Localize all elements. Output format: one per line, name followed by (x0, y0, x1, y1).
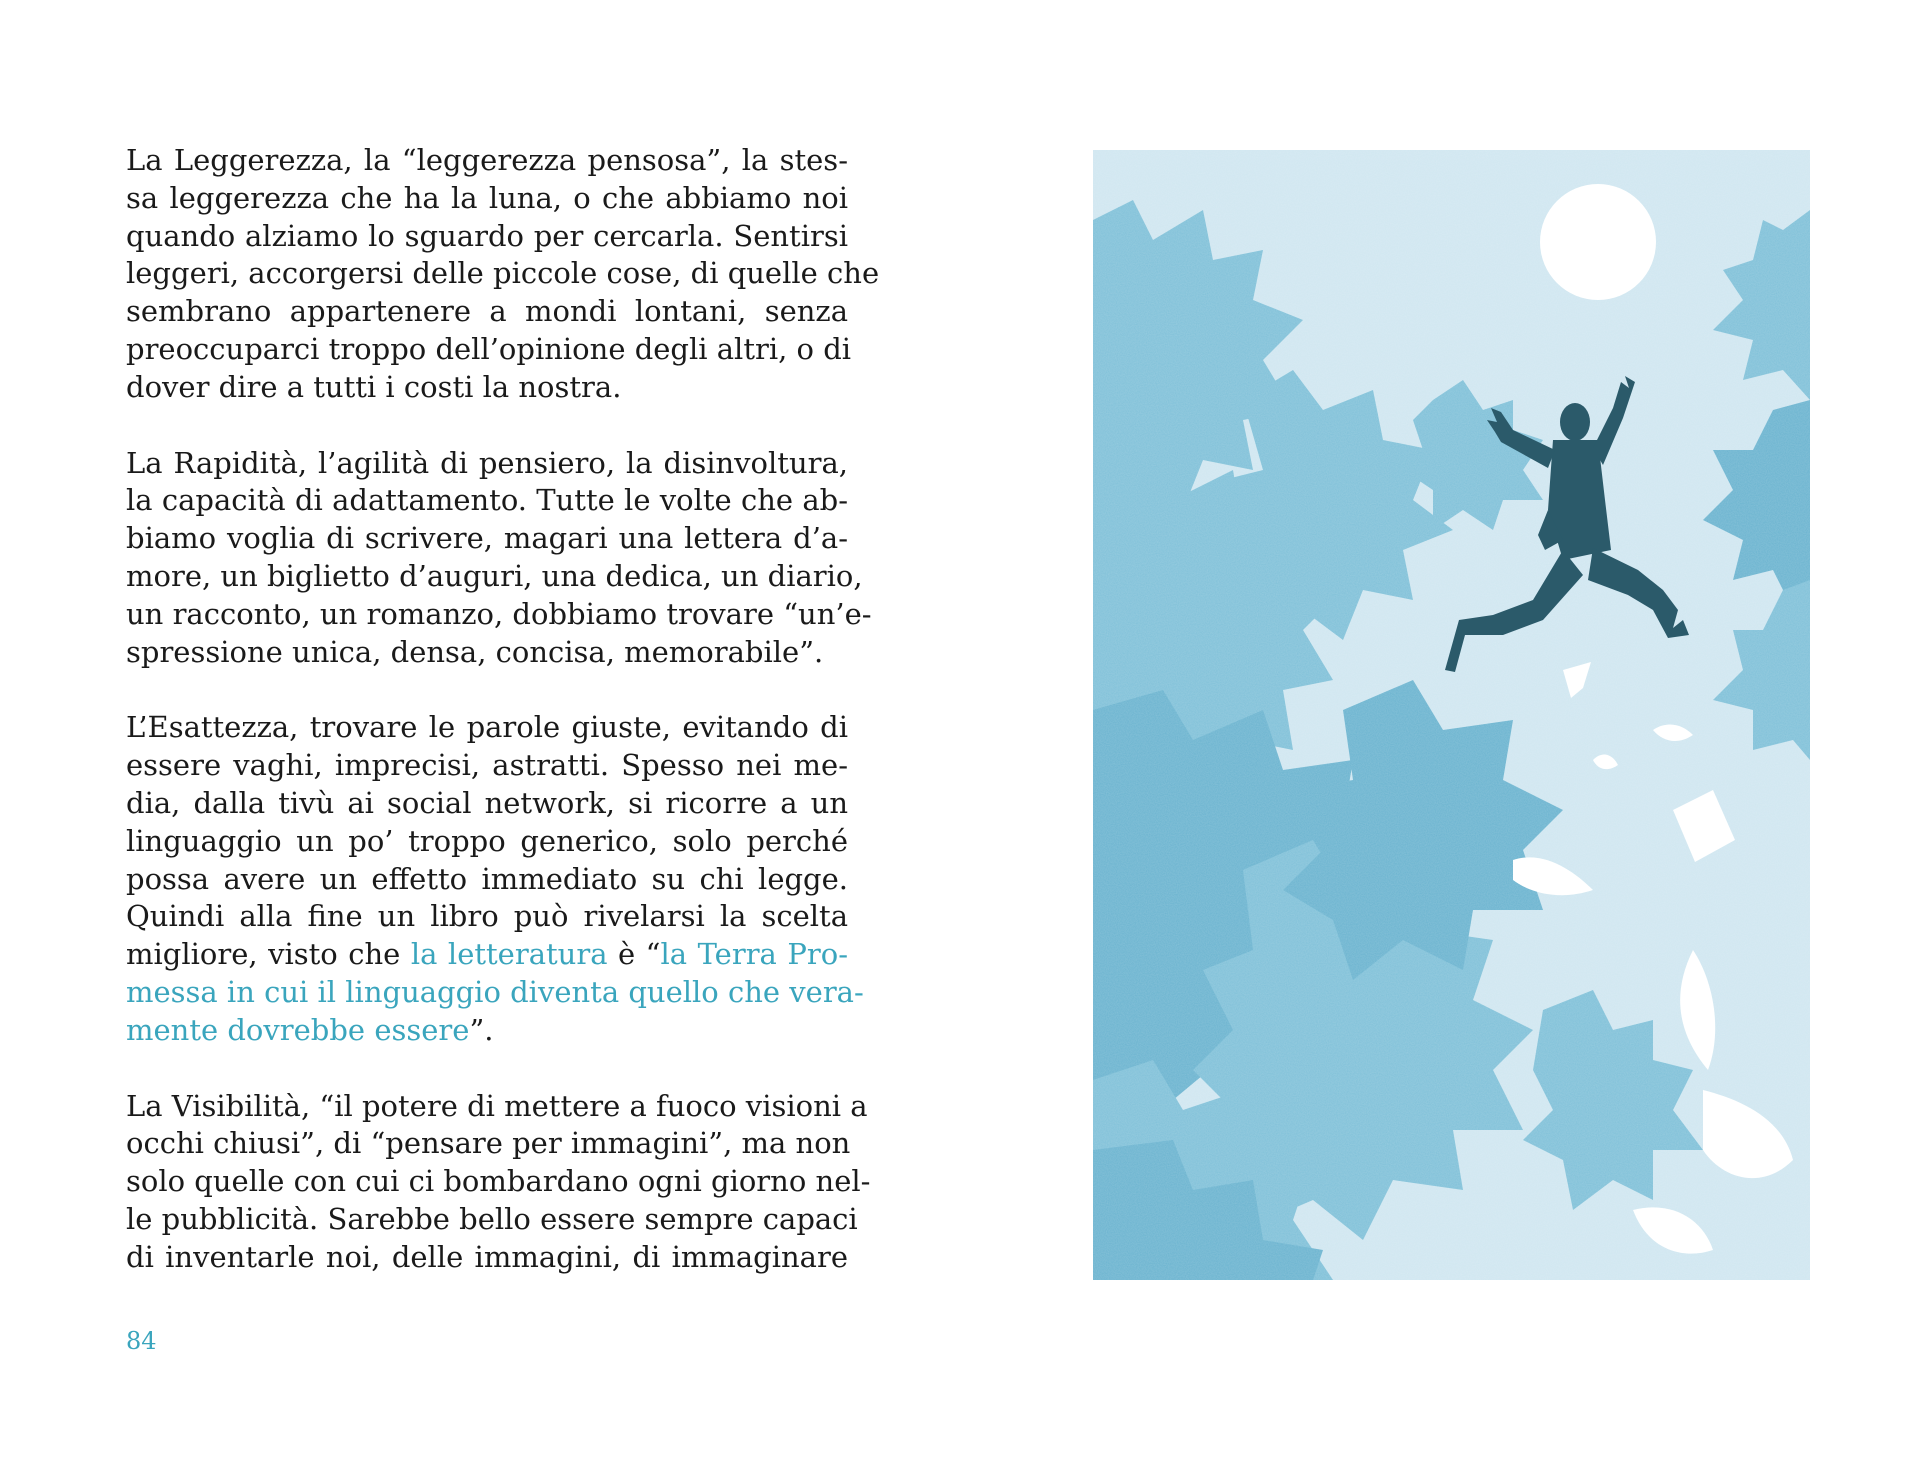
highlighted-quote: la Terra Pro- (660, 937, 848, 972)
text-line: occhi chiusi”, di “pensare per immagini”, ma non (126, 1126, 851, 1161)
illustration-jumping-man (1093, 150, 1810, 1280)
text-line: possa avere un effetto immediato su chi legge. (126, 861, 848, 896)
text-line: biamo voglia di scrivere, magari una lettera d’a- (126, 521, 848, 556)
text-run: è “ (607, 937, 661, 972)
text-line: un racconto, un romanzo, dobbiamo trovare “un’e- (126, 596, 872, 631)
paragraph-esattezza (126, 709, 864, 1049)
text-line: preoccuparci troppo dell’opinione degli altri, o di (126, 331, 852, 366)
text-line: dover dire a tutti i costi la nostra. (126, 369, 622, 404)
text-line (126, 1012, 848, 1050)
text-line: linguaggio un po’ troppo generico, solo perché (126, 823, 848, 858)
text-run: ”. (469, 1012, 494, 1047)
text-run: migliore, visto che (126, 937, 411, 972)
highlighted-quote: mente dovrebbe essere (126, 1012, 470, 1047)
text-line: quando alziamo lo sguardo per cercarla. Sentirsi (126, 218, 848, 253)
moon-icon (1540, 184, 1656, 300)
text-line: leggeri, accorgersi delle piccole cose, di quelle che (126, 256, 880, 291)
page-number: 84 (126, 1327, 157, 1355)
paper-grain (1093, 150, 1810, 1280)
text-line: di inventarle noi, delle immagini, di immaginare (126, 1239, 848, 1274)
highlighted-text: la letteratura (410, 937, 608, 972)
text-line: dia, dalla tivù ai social network, si ricorre a un (126, 785, 848, 820)
text-line: la capacità di adattamento. Tutte le volte che ab- (126, 483, 848, 518)
text-line (126, 936, 848, 974)
paragraph-rapidita (126, 445, 872, 672)
text-line: sa leggerezza che ha la luna, o che abbiamo noi (126, 180, 848, 215)
text-line: le pubblicità. Sarebbe bello essere sempre capaci (126, 1201, 858, 1236)
text-line: La Leggerezza, la “leggerezza pensosa”, la stes- (126, 143, 848, 177)
text-line: more, un biglietto d’auguri, una dedica, un diario, (126, 558, 863, 593)
paragraph-visibilita (126, 1088, 871, 1277)
paragraph-leggerezza (126, 142, 880, 407)
text-line: La Visibilità, “il potere di mettere a fuoco visioni a (126, 1088, 868, 1123)
illustration-svg (1093, 150, 1810, 1280)
text-line: Quindi alla fine un libro può rivelarsi la scelta (126, 899, 848, 934)
text-line: La Rapidità, l’agilità di pensiero, la disinvoltura, (126, 445, 848, 480)
text-line: L’Esattezza, trovare le parole giuste, evitando di (126, 710, 848, 745)
text-line: spressione unica, densa, concisa, memorabile”. (126, 634, 824, 669)
text-line: solo quelle con cui ci bombardano ogni giorno nel- (126, 1164, 871, 1199)
highlighted-quote: messa in cui il linguaggio diventa quello che vera- (126, 974, 864, 1009)
text-line: sembrano appartenere a mondi lontani, senza (126, 294, 848, 329)
text-column (126, 142, 880, 1315)
text-line: essere vaghi, imprecisi, astratti. Spesso nei me- (126, 748, 848, 783)
